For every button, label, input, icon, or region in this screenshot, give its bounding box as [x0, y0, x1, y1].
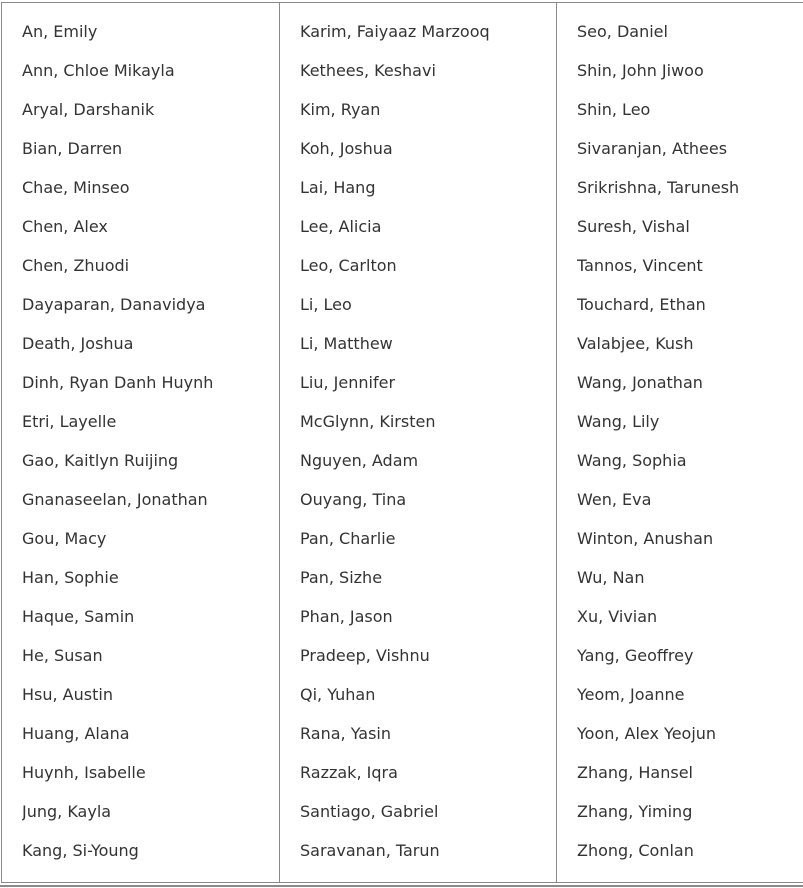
list-item: Etri, Layelle — [22, 412, 117, 431]
list-item: Yeom, Joanne — [577, 685, 685, 704]
list-item: Karim, Faiyaaz Marzooq — [300, 22, 490, 41]
list-item: Death, Joshua — [22, 334, 134, 353]
list-item: Dinh, Ryan Danh Huynh — [22, 373, 214, 392]
list-item: Gnanaseelan, Jonathan — [22, 490, 208, 509]
list-item: Kim, Ryan — [300, 100, 381, 119]
list-item: Liu, Jennifer — [300, 373, 396, 392]
list-item: Sivaranjan, Athees — [577, 139, 728, 158]
list-item: Leo, Carlton — [300, 256, 397, 275]
list-item: Nguyen, Adam — [300, 451, 419, 470]
list-item: Dayaparan, Danavidya — [22, 295, 206, 314]
list-item: Gou, Macy — [22, 529, 107, 548]
list-item: An, Emily — [22, 22, 98, 41]
list-item: Gao, Kaitlyn Ruijing — [22, 451, 179, 470]
list-item: Huynh, Isabelle — [22, 763, 146, 782]
list-item: Wu, Nan — [577, 568, 645, 587]
list-item: Zhang, Hansel — [577, 763, 693, 782]
name-list — [2, 3, 279, 870]
list-item: Qi, Yuhan — [300, 685, 376, 704]
table-row — [2, 3, 803, 883]
list-item: Chae, Minseo — [22, 178, 130, 197]
list-item: Chen, Alex — [22, 217, 108, 236]
list-item: Li, Matthew — [300, 334, 393, 353]
list-item: Pan, Sizhe — [300, 568, 383, 587]
name-list — [280, 3, 556, 870]
name-table — [1, 2, 803, 883]
list-item: Saravanan, Tarun — [300, 841, 440, 860]
name-list — [557, 3, 803, 870]
list-item: Razzak, Iqra — [300, 763, 398, 782]
list-item: Rana, Yasin — [300, 724, 391, 743]
list-item: Wen, Eva — [577, 490, 652, 509]
list-item: Bian, Darren — [22, 139, 123, 158]
list-item: Li, Leo — [300, 295, 352, 314]
list-item: Haque, Samin — [22, 607, 135, 626]
list-item: Zhong, Conlan — [577, 841, 694, 860]
list-item: Wang, Sophia — [577, 451, 687, 470]
list-item: Koh, Joshua — [300, 139, 393, 158]
list-item: He, Susan — [22, 646, 103, 665]
list-item: Lai, Hang — [300, 178, 376, 197]
list-item: Kethees, Keshavi — [300, 61, 436, 80]
name-column-3 — [557, 3, 803, 883]
list-item: Ouyang, Tina — [300, 490, 407, 509]
list-item: Wang, Jonathan — [577, 373, 703, 392]
list-item: Phan, Jason — [300, 607, 393, 626]
list-item: Srikrishna, Tarunesh — [577, 178, 740, 197]
list-item: Winton, Anushan — [577, 529, 714, 548]
name-column-2 — [280, 3, 557, 883]
list-item: Ann, Chloe Mikayla — [22, 61, 175, 80]
list-item: McGlynn, Kirsten — [300, 412, 436, 431]
list-item: Shin, Leo — [577, 100, 651, 119]
list-item: Pan, Charlie — [300, 529, 396, 548]
list-item: Chen, Zhuodi — [22, 256, 130, 275]
list-item: Pradeep, Vishnu — [300, 646, 430, 665]
list-item: Shin, John Jiwoo — [577, 61, 704, 80]
list-item: Zhang, Yiming — [577, 802, 693, 821]
list-item: Yoon, Alex Yeojun — [577, 724, 717, 743]
name-column-1 — [2, 3, 280, 883]
list-item: Valabjee, Kush — [577, 334, 694, 353]
list-item: Hsu, Austin — [22, 685, 113, 704]
list-item: Tannos, Vincent — [577, 256, 703, 275]
list-item: Yang, Geoffrey — [577, 646, 694, 665]
list-item: Xu, Vivian — [577, 607, 658, 626]
list-item: Kang, Si-Young — [22, 841, 139, 860]
list-item: Santiago, Gabriel — [300, 802, 439, 821]
list-item: Lee, Alicia — [300, 217, 382, 236]
list-item: Suresh, Vishal — [577, 217, 690, 236]
list-item: Jung, Kayla — [22, 802, 112, 821]
bottom-divider — [0, 885, 803, 887]
list-item: Huang, Alana — [22, 724, 130, 743]
list-item: Aryal, Darshanik — [22, 100, 155, 119]
list-item: Seo, Daniel — [577, 22, 668, 41]
list-item: Wang, Lily — [577, 412, 660, 431]
list-item: Han, Sophie — [22, 568, 119, 587]
list-item: Touchard, Ethan — [577, 295, 706, 314]
